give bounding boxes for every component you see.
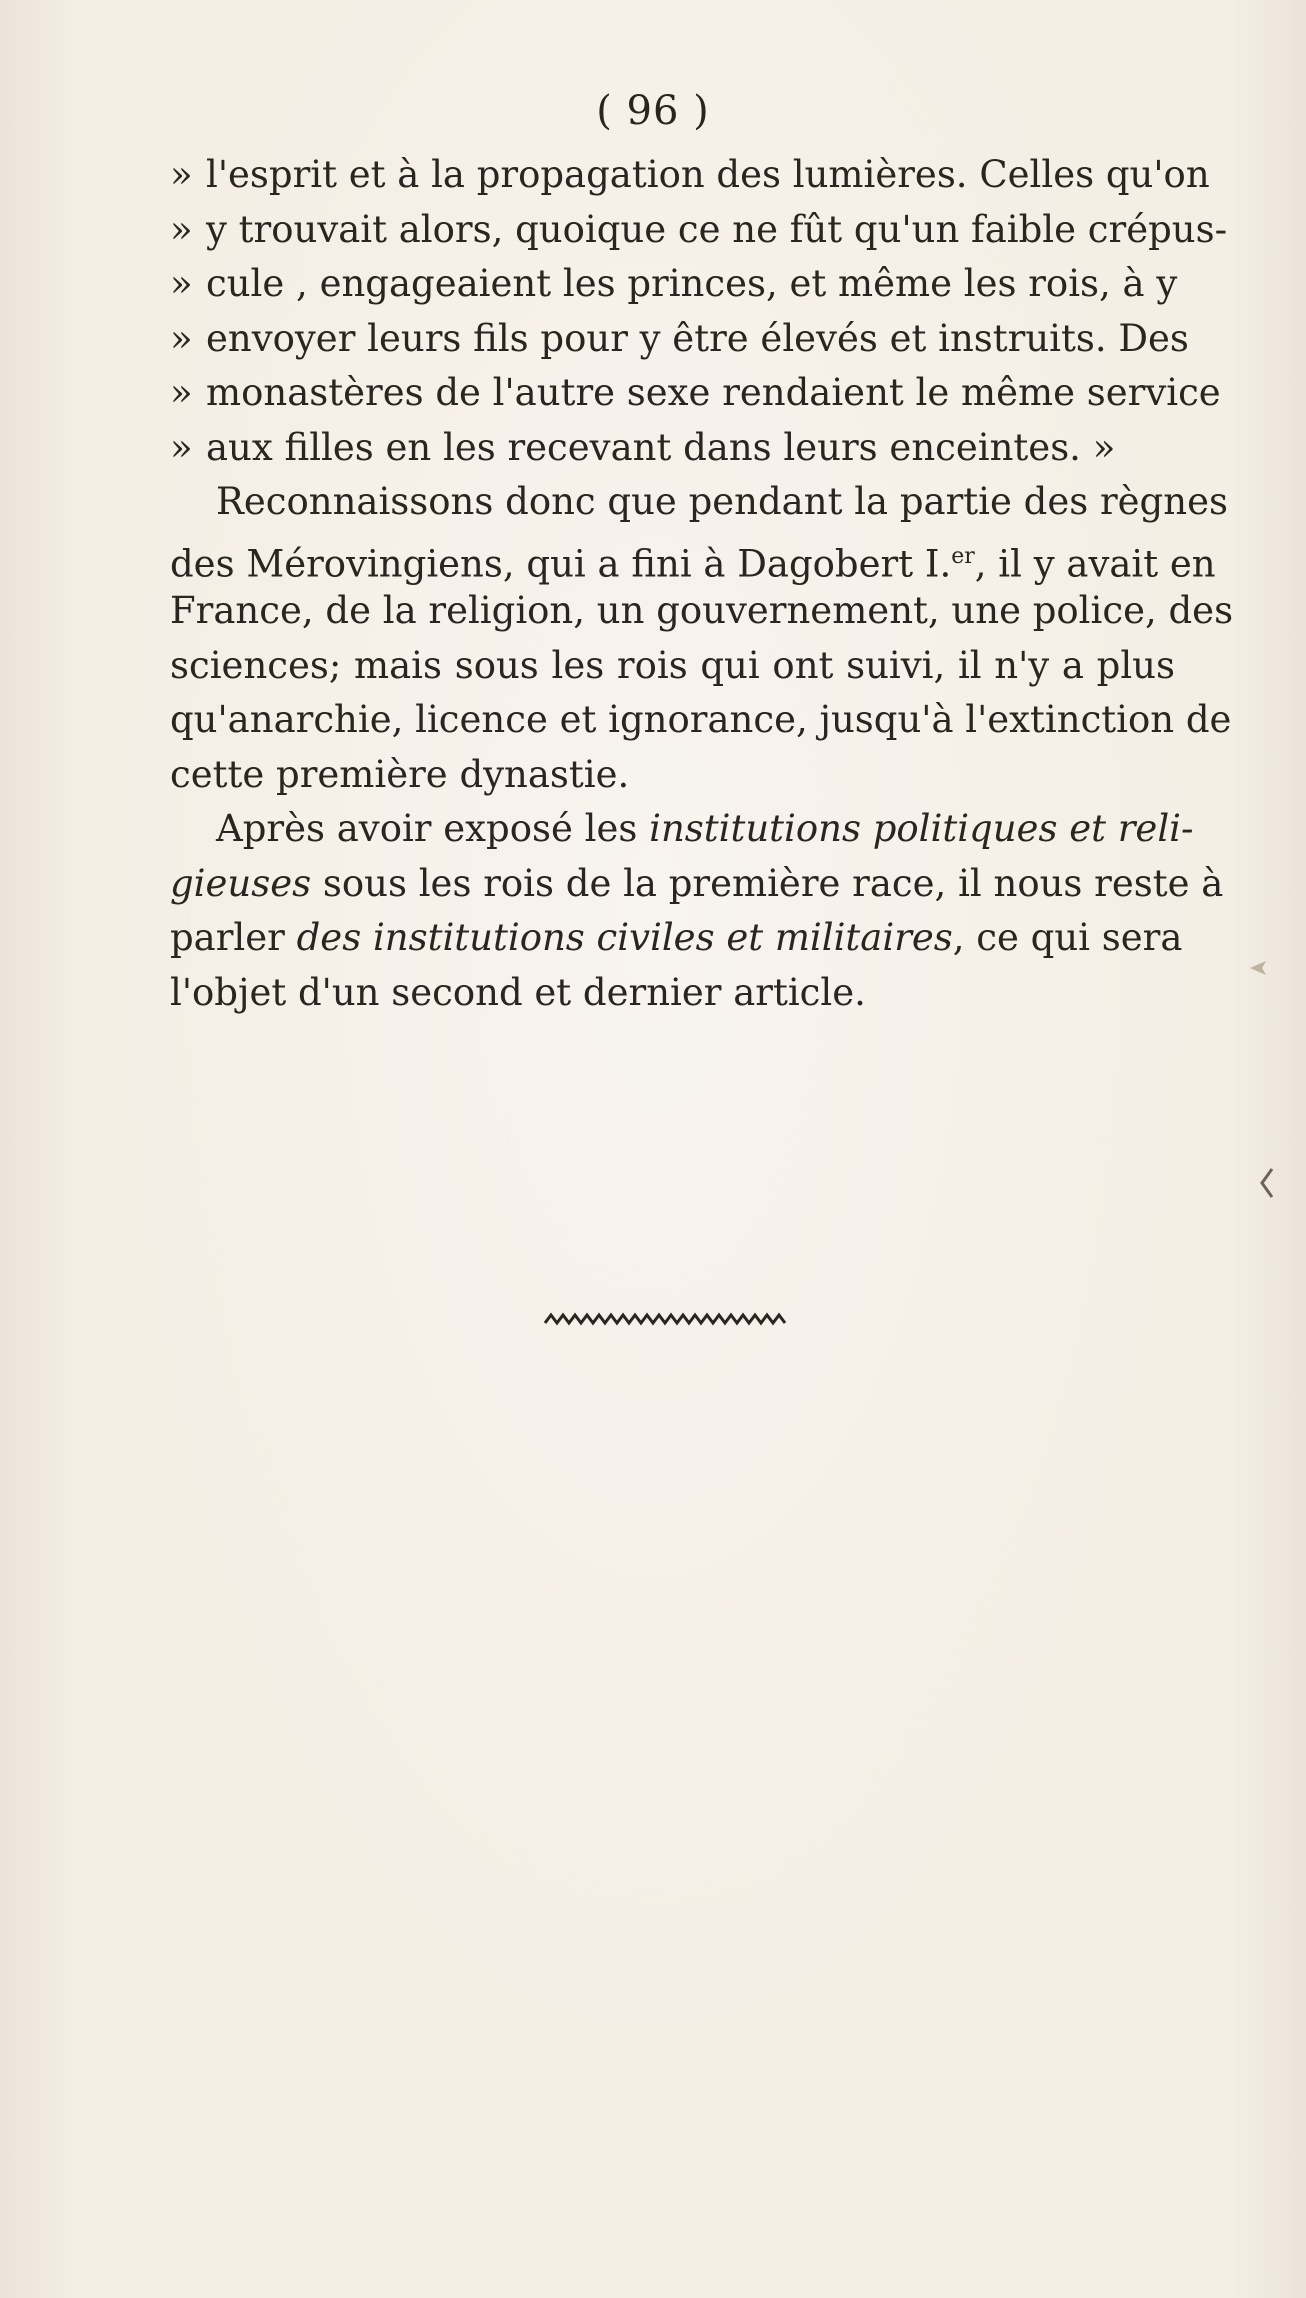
margin-bracket-icon [1256, 1166, 1278, 1200]
guillemet-mark: » [170, 425, 193, 469]
line-text: cule , engageaient les princes, et même les rois, à y [206, 262, 1178, 305]
paragraph-line [170, 802, 1194, 857]
line-text: y trouvait alors, quoique ce ne fût qu'un faible crépus- [206, 207, 1228, 251]
line-text: Après avoir exposé les [216, 807, 650, 850]
body-text [170, 148, 1234, 1020]
paragraph-line [170, 530, 1216, 585]
line-text: aux filles en les recevant dans leurs enceintes. » [206, 425, 1116, 469]
line-text: l'esprit et à la propagation des lumières. Celles qu'on [206, 153, 1210, 196]
margin-arrow-icon [1248, 958, 1272, 978]
line-text: qu'anarchie, licence et ignorance, jusqu'à l'extinction de [170, 698, 1232, 741]
italic-text: des institutions civiles et militaires [296, 916, 953, 959]
line-text: l'objet d'un second et dernier article. [170, 970, 866, 1014]
paragraph-line [170, 584, 1234, 639]
guillemet-mark: » [170, 262, 193, 305]
paragraph-line [170, 475, 1228, 530]
quoted-line [170, 203, 1228, 258]
line-text: , ce qui sera [952, 916, 1183, 959]
paragraph-line [170, 911, 1183, 966]
quoted-line [170, 312, 1189, 367]
page-number: ( 96 ) [596, 88, 710, 134]
line-text: cette première dynastie. [170, 752, 630, 796]
line-text: sous les rois de la première race, il nous reste à [311, 861, 1224, 905]
paragraph-line [170, 639, 1175, 694]
superscript-er: er [951, 543, 975, 569]
guillemet-mark: » [170, 371, 193, 414]
quoted-line [170, 257, 1178, 312]
paragraph-line [170, 748, 1175, 803]
line-text: parler [170, 916, 297, 959]
guillemet-mark: » [170, 153, 193, 196]
paragraph-line [170, 857, 1224, 912]
italic-text: gieuses [170, 861, 312, 905]
line-text: Reconnaissons donc que pendant la partie des règnes [216, 480, 1228, 523]
guillemet-mark: » [170, 316, 193, 360]
line-text: envoyer leurs fils pour y être élevés et instruits. Des [206, 316, 1189, 360]
quoted-line [170, 148, 1210, 203]
wavy-rule-divider-icon [543, 1312, 789, 1326]
paragraph-line [170, 693, 1232, 748]
line-text: , il y avait en [974, 541, 1216, 585]
guillemet-mark: » [170, 207, 193, 251]
paragraph-line [170, 966, 1175, 1021]
italic-text: institutions politiques et reli- [649, 807, 1194, 850]
line-text: monastères de l'autre sexe rendaient le même service [206, 371, 1221, 414]
quoted-line [170, 366, 1221, 421]
line-text: France, de la religion, un gouvernement, une police, des [170, 589, 1234, 632]
line-text: des Mérovingiens, qui a fini à Dagobert I. [170, 541, 952, 585]
quoted-line [170, 421, 1175, 476]
line-text: sciences; mais sous les rois qui ont suivi, il n'y a plus [170, 643, 1175, 687]
